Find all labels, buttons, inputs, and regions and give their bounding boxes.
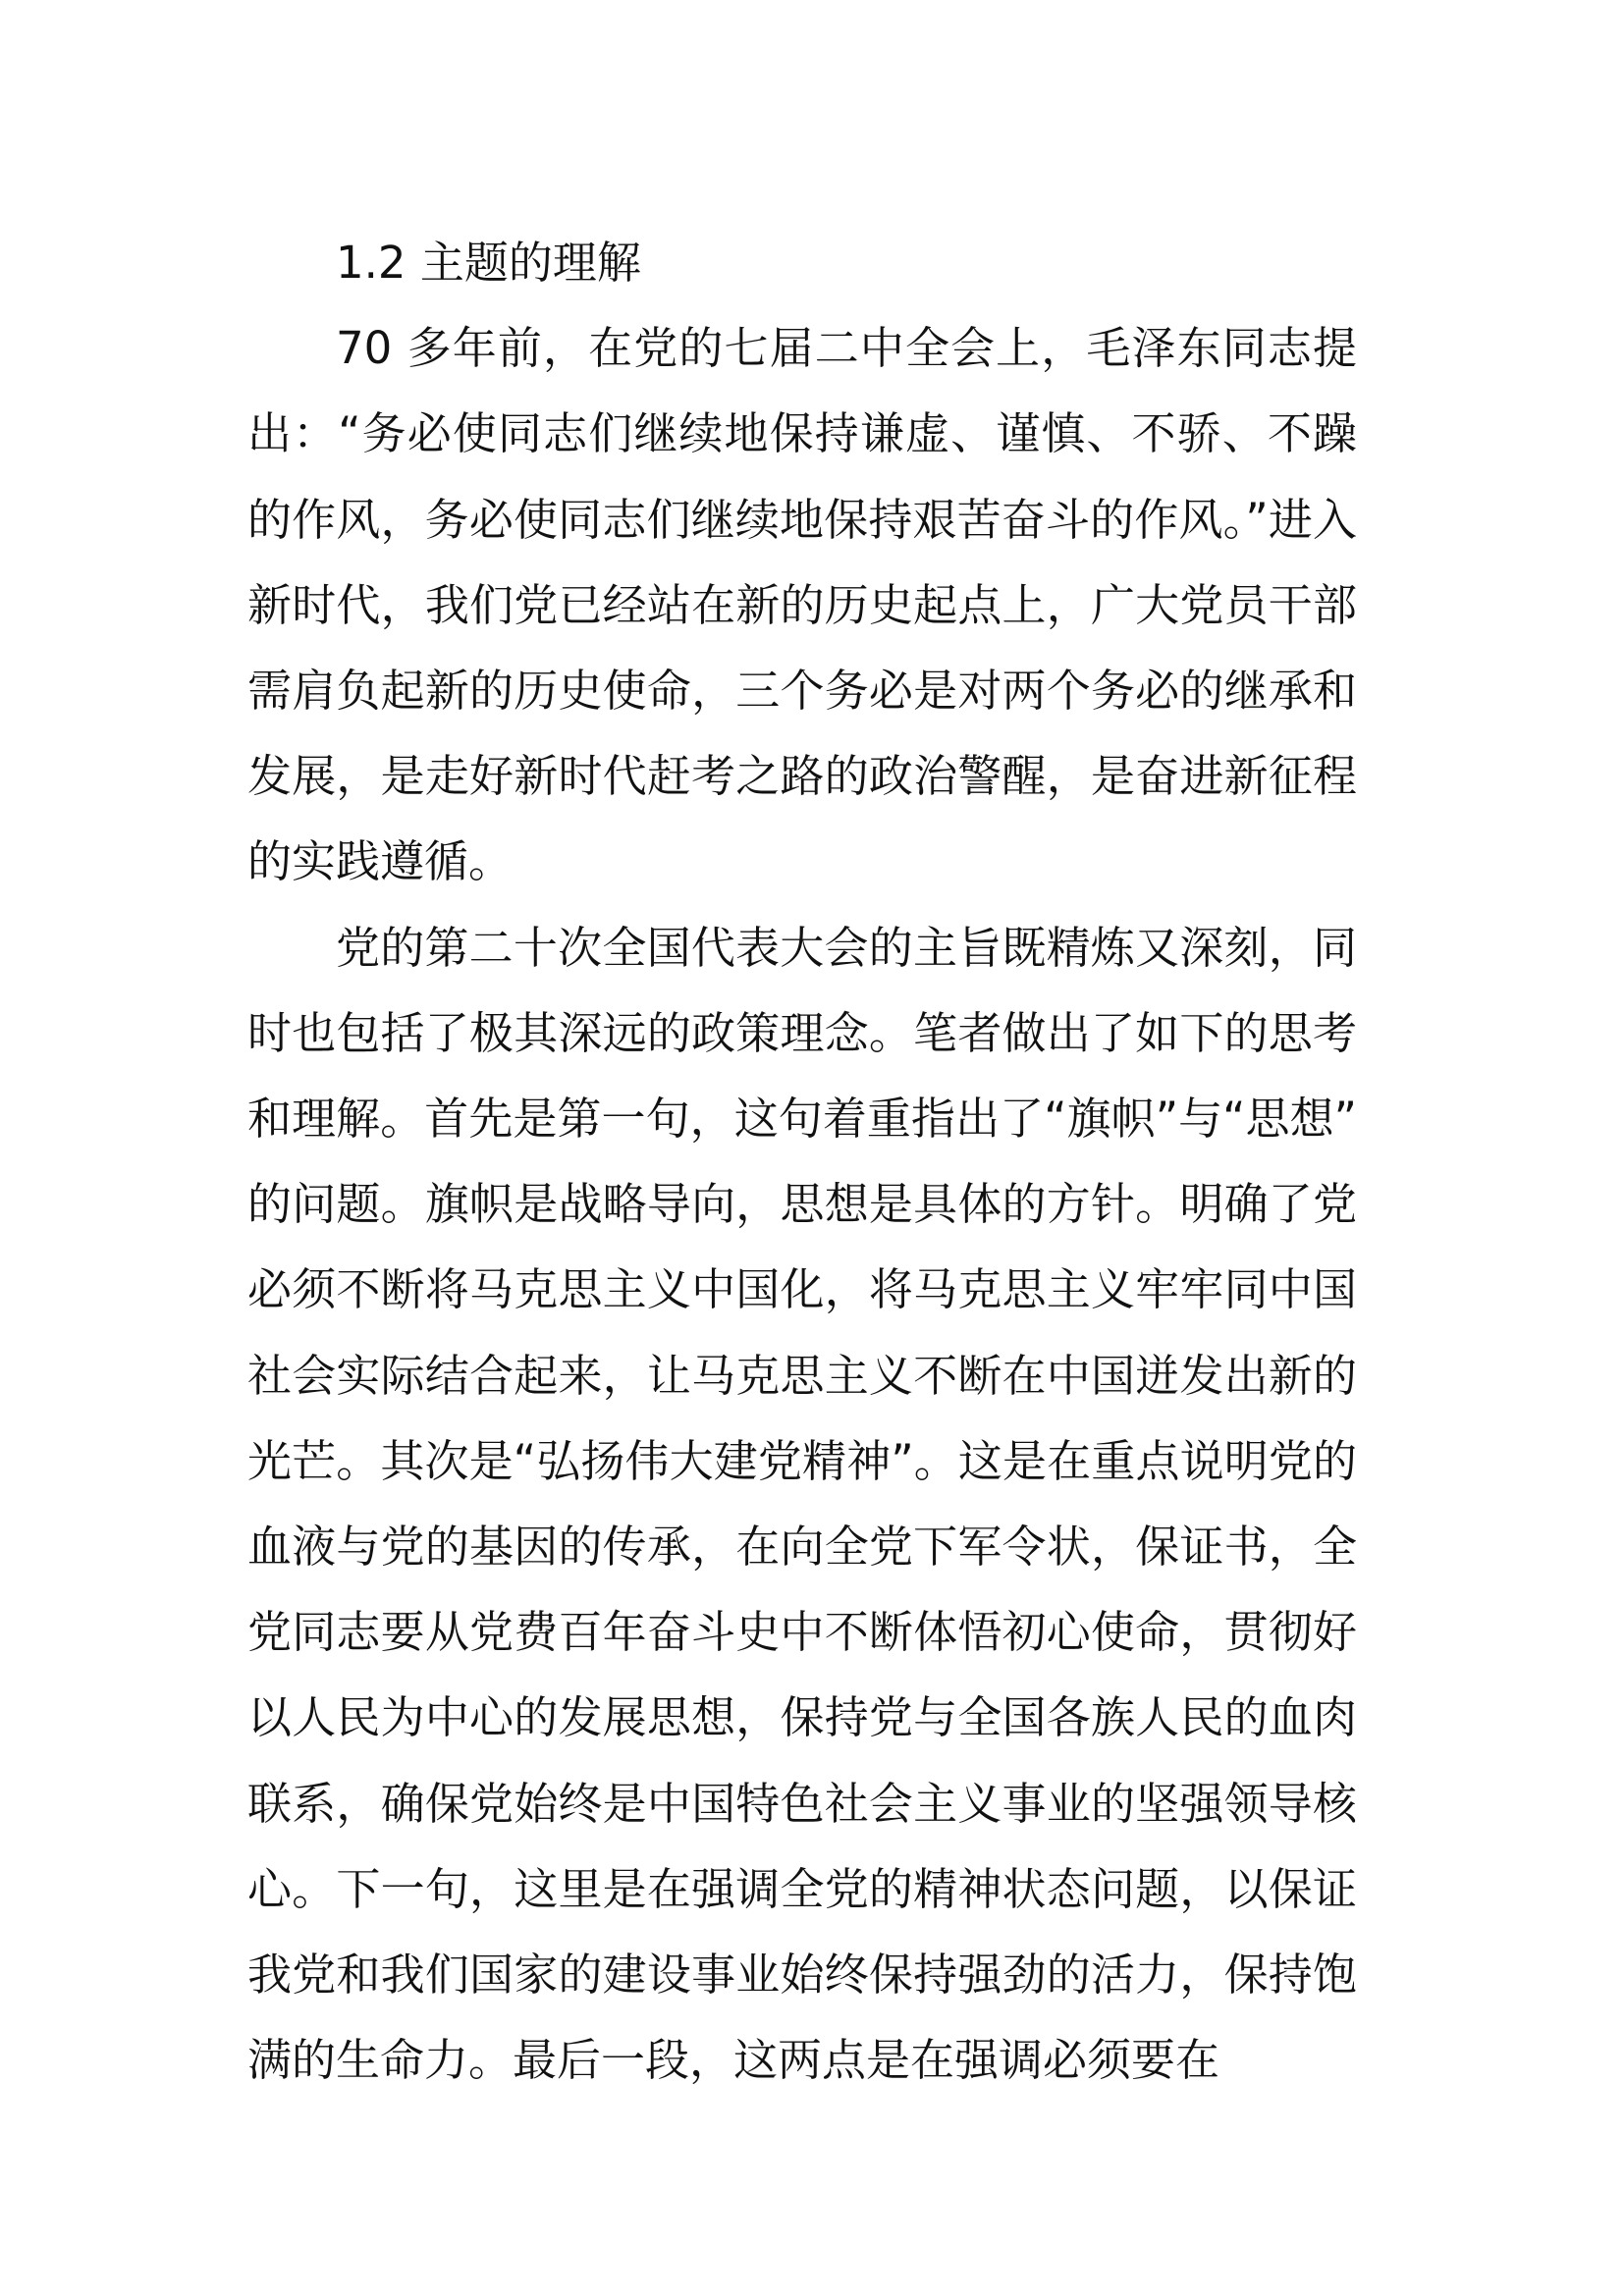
paragraph-2: 党的第二十次全国代表大会的主旨既精炼又深刻，同时也包括了极其深远的政策理念。笔者做出了如下的思考和理解。首先是第一句，这句着重指出了“旗帜”与“思想”的问题。旗帜是战略导向，思想是具体的方针。明确了党必须不断将马克思主义中国化，将马克思主义牢牢同中国社会实际结合起来，让马克思主义不断在中国迸发出新的光芒。其次是“弘扬伟大建党精神”。这是在重点说明党的血液与党的基因的传承，在向全党下军令状，保证书，全党同志要从党费百年奋斗史中不断体悟初心使命，贯彻好以人民为中心的发展思想，保持党与全国各族人民的血肉联系，确保党始终是中国特色社会主义事业的坚强领导核心。下一句，这里是在强调全党的精神状态问题，以保证我党和我们国家的建设事业始终保持强劲的活力，保持饱满的生命力。最后一段，这两点是在强调必须要在 xyxy=(247,921,1357,2087)
paragraph-1: 70 多年前，在党的七届二中全会上，毛泽东同志提出：“务必使同志们继续地保持谦虚、谨慎、不骄、不躁的作风，务必使同志们继续地保持艰苦奋斗的作风。”进入新时代，我们党已经站在新的历史起点上，广大党员干部需肩负起新的历史使命，三个务必是对两个务必的继承和发展，是走好新时代赶考之路的政治警醒，是奋进新征程的实践遵循。 xyxy=(247,322,1357,888)
document-body xyxy=(247,220,1357,2103)
section-heading: 1.2 主题的理解 xyxy=(336,237,641,289)
